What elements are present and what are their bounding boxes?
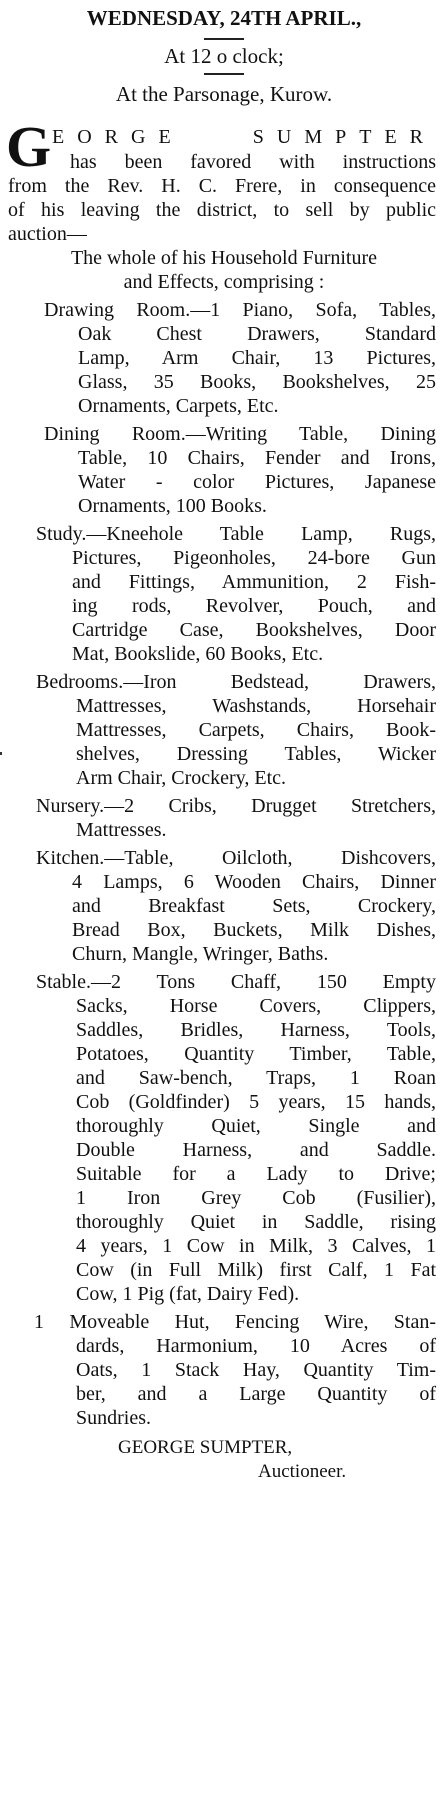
- section-line: Stable.—2 Tons Chaff, 150 Empty: [36, 971, 436, 993]
- section-line: Nursery.—2 Cribs, Drugget Stretchers,: [36, 795, 436, 817]
- print-speck: [0, 752, 2, 755]
- section-line: Bedrooms.—Iron Bedstead, Drawers,: [36, 671, 436, 693]
- sundries-line: Sundries.: [76, 1407, 151, 1429]
- section-line: 4 years, 1 Cow in Milk, 3 Calves, 1: [76, 1235, 436, 1257]
- section-line: and Fittings, Ammunition, 2 Fish-: [72, 571, 436, 593]
- section-line: Potatoes, Quantity Timber, Table,: [76, 1043, 436, 1065]
- drop-cap: G: [6, 114, 52, 179]
- sundries-line: 1 Moveable Hut, Fencing Wire, Stan-: [34, 1311, 436, 1333]
- auctioneer-heading-first: EORGE: [52, 126, 184, 148]
- section-line: Study.—Kneehole Table Lamp, Rugs,: [36, 523, 436, 545]
- divider-rule: [204, 73, 244, 75]
- section-line: Cow (in Full Milk) first Calf, 1 Fat: [76, 1259, 436, 1281]
- section-line: Glass, 35 Books, Bookshelves, 25: [78, 371, 436, 393]
- section-line: Ornaments, Carpets, Etc.: [78, 395, 279, 417]
- section-line: shelves, Dressing Tables, Wicker: [76, 743, 436, 765]
- sundries-line: dards, Harmonium, 10 Acres of: [76, 1335, 436, 1357]
- place-line: At the Parsonage, Kurow.: [115, 82, 333, 106]
- section-line: Ornaments, 100 Books.: [78, 495, 267, 517]
- sundries-line: Oats, 1 Stack Hay, Quantity Tim-: [76, 1359, 436, 1381]
- section-line: Suitable for a Lady to Drive;: [76, 1163, 436, 1185]
- section-line: Lamp, Arm Chair, 13 Pictures,: [78, 347, 436, 369]
- section-line: Drawing Room.—1 Piano, Sofa, Tables,: [44, 299, 436, 321]
- section-line: Mat, Bookslide, 60 Books, Etc.: [72, 643, 324, 665]
- section-line: Dining Room.—Writing Table, Dining: [44, 423, 436, 445]
- auctioneer-heading: [52, 126, 436, 149]
- section-line: Double Harness, and Saddle.: [76, 1139, 436, 1161]
- section-line: Kitchen.—Table, Oilcloth, Dishcovers,: [36, 847, 436, 869]
- section-line: Churn, Mangle, Wringer, Baths.: [72, 943, 329, 965]
- section-line: ing rods, Revolver, Pouch, and: [72, 595, 436, 617]
- section-line: Pictures, Pigeonholes, 24-bore Gun: [72, 547, 436, 569]
- sundries-line: ber, and a Large Quantity of: [76, 1383, 436, 1405]
- intro-line: has been favored with instructions: [70, 151, 436, 173]
- intro-line: from the Rev. H. C. Frere, in consequence: [8, 175, 436, 197]
- section-line: Arm Chair, Crockery, Etc.: [76, 767, 287, 789]
- section-line: thoroughly Quiet, Single and: [76, 1115, 436, 1137]
- auctioneer-heading-last: SUMPTER: [252, 126, 436, 148]
- section-line: Mattresses, Washstands, Horsehair: [76, 695, 436, 717]
- section-line: and Saw-bench, Traps, 1 Roan: [76, 1067, 436, 1089]
- section-line: thoroughly Quiet in Saddle, rising: [76, 1211, 436, 1233]
- section-line: Mattresses.: [76, 819, 167, 841]
- intro-line: auction—: [8, 223, 87, 245]
- section-line: Cartridge Case, Bookshelves, Door: [72, 619, 436, 641]
- section-line: Mattresses, Carpets, Chairs, Book-: [76, 719, 436, 741]
- section-line: Cow, 1 Pig (fat, Dairy Fed).: [76, 1283, 300, 1305]
- summary-line: and Effects, comprising :: [123, 271, 325, 293]
- section-line: Saddles, Bridles, Harness, Tools,: [76, 1019, 436, 1041]
- section-line: and Breakfast Sets, Crockery,: [72, 895, 436, 917]
- signature-title: Auctioneer.: [258, 1461, 347, 1482]
- section-line: 4 Lamps, 6 Wooden Chairs, Dinner: [72, 871, 436, 893]
- time-line: At 12 o clock;: [164, 44, 284, 68]
- divider-rule: [204, 38, 244, 40]
- section-line: Cob (Goldfinder) 5 years, 15 hands,: [76, 1091, 436, 1113]
- section-line: 1 Iron Grey Cob (Fusilier),: [76, 1187, 436, 1209]
- intro-line: of his leaving the district, to sell by public: [8, 199, 436, 221]
- section-line: Bread Box, Buckets, Milk Dishes,: [72, 919, 436, 941]
- section-line: Oak Chest Drawers, Standard: [78, 323, 436, 345]
- section-line: Water - color Pictures, Japanese: [78, 471, 436, 493]
- date-line: WEDNESDAY, 24TH APRIL.,: [86, 6, 362, 30]
- signature-name: GEORGE SUMPTER,: [118, 1437, 293, 1458]
- section-line: Table, 10 Chairs, Fender and Irons,: [78, 447, 436, 469]
- section-line: Sacks, Horse Covers, Clippers,: [76, 995, 436, 1017]
- summary-line: The whole of his Household Furniture: [70, 247, 378, 269]
